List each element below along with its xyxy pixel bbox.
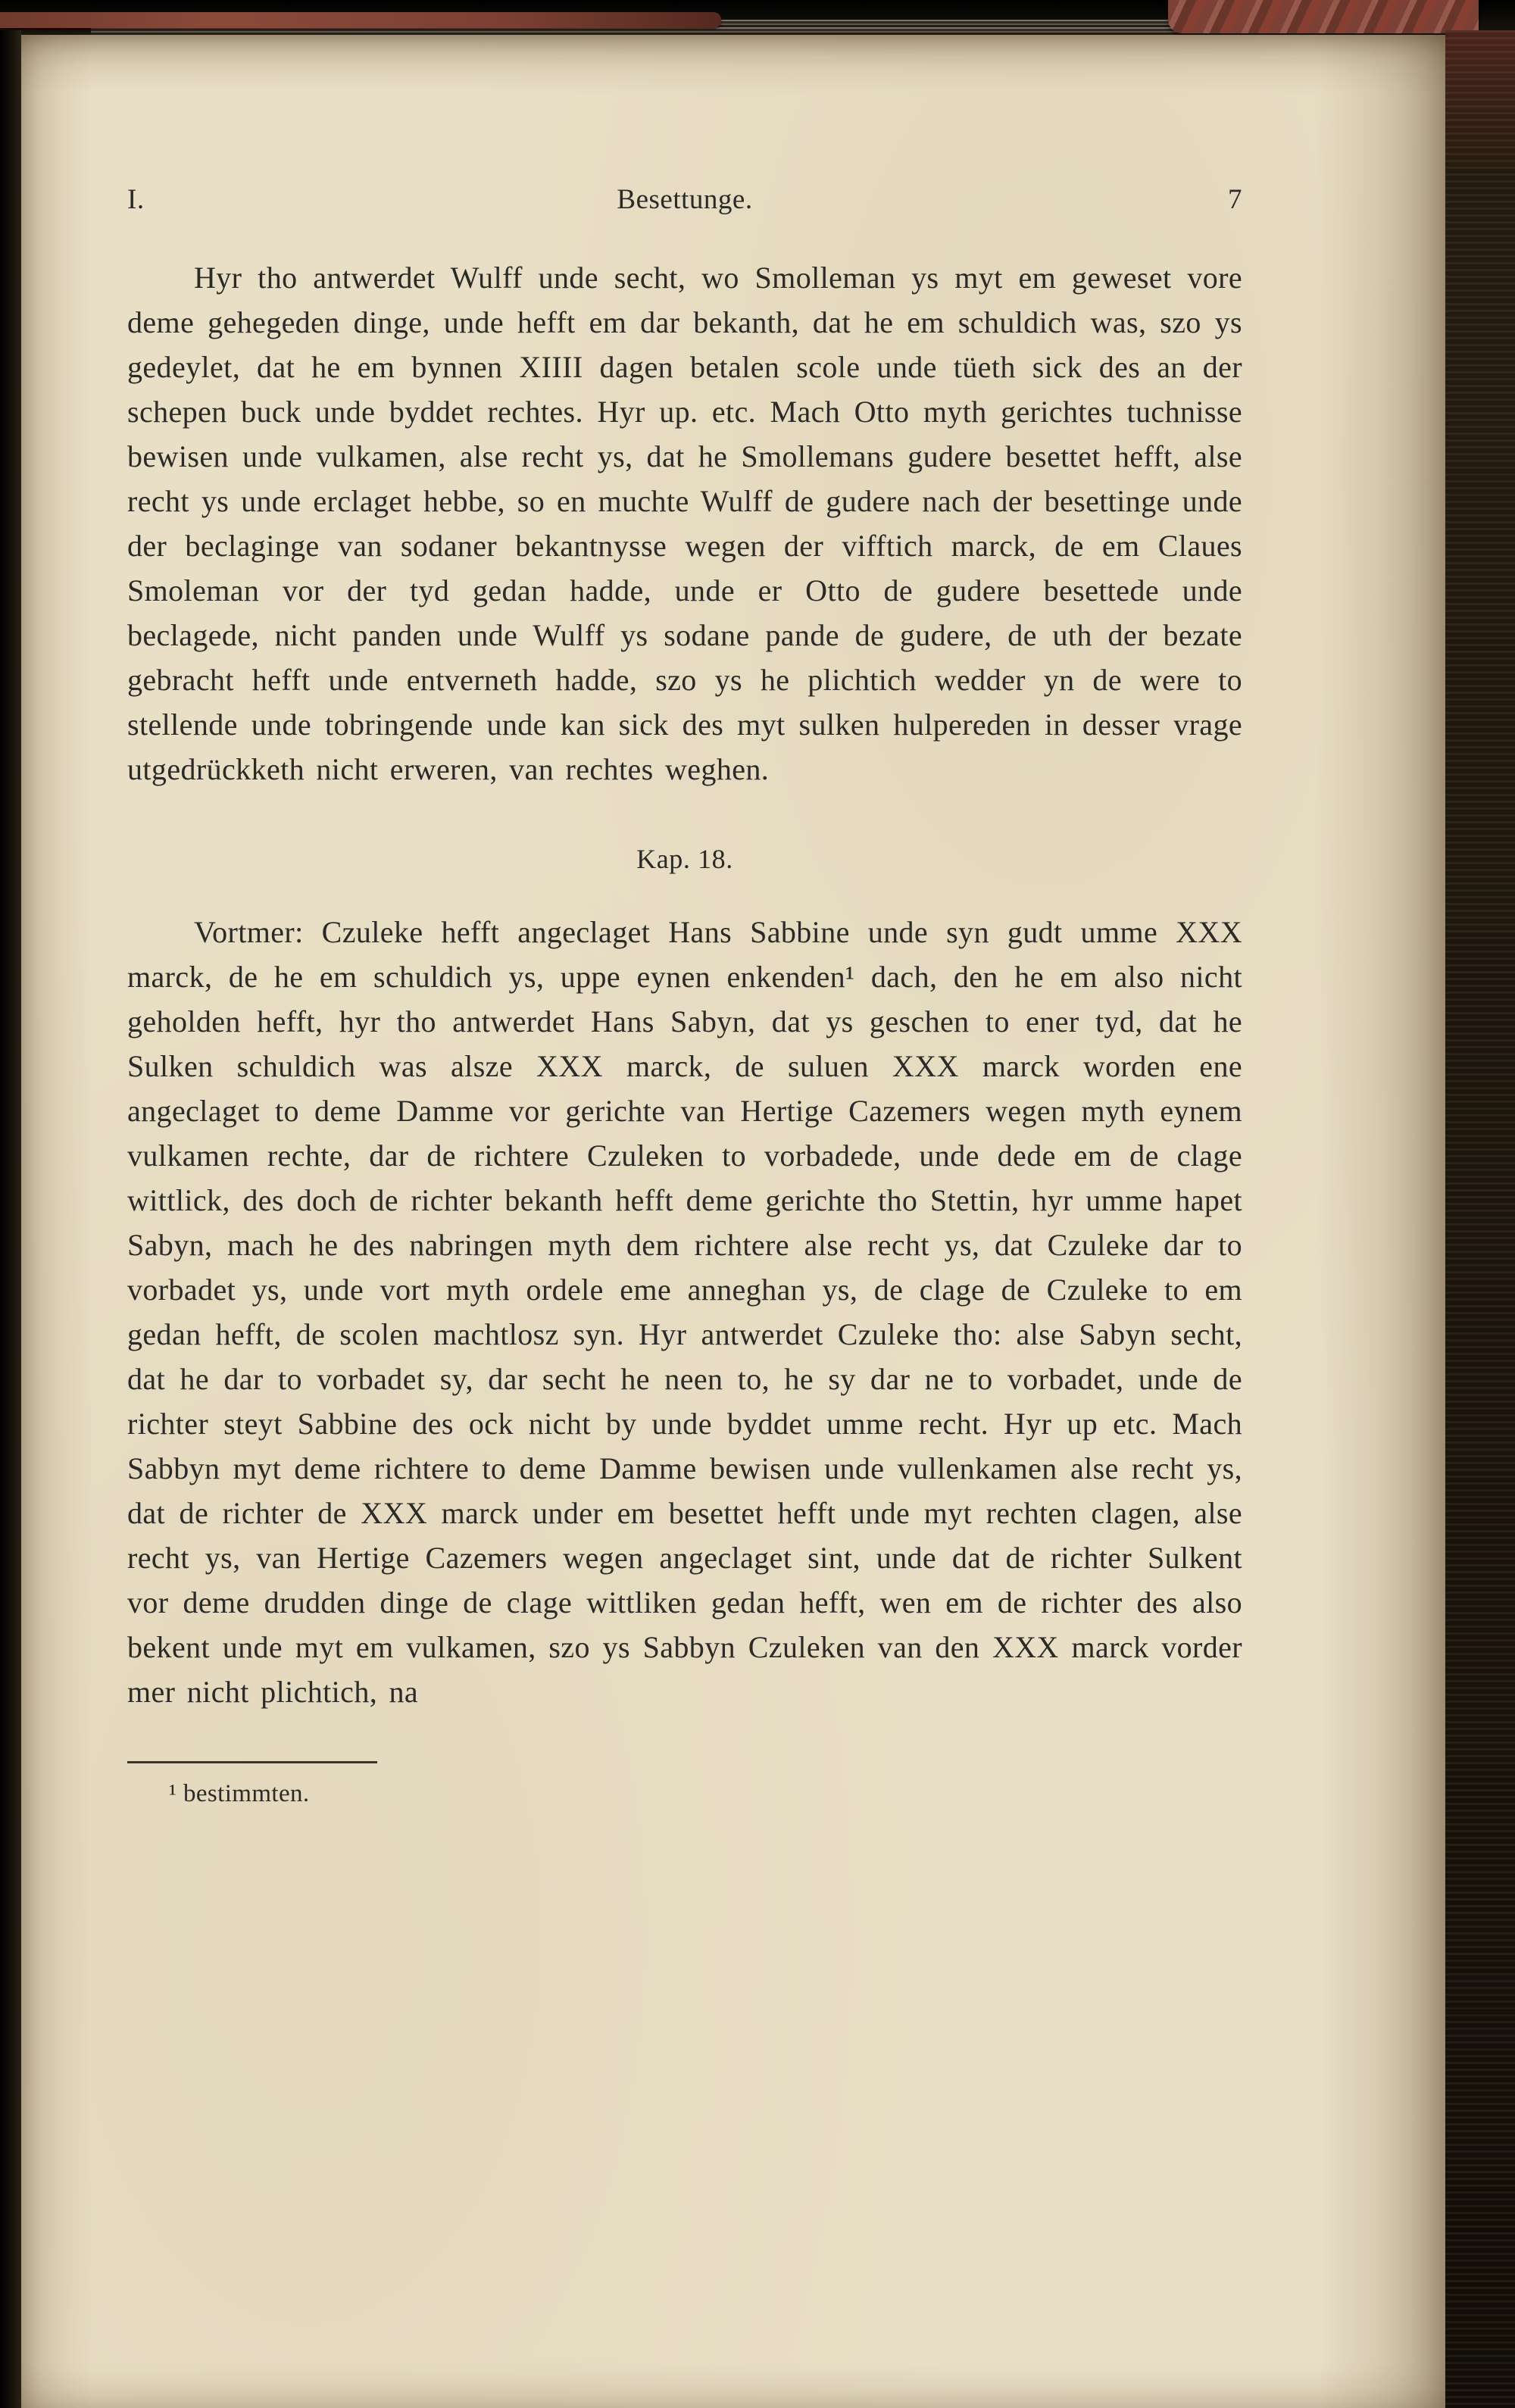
running-title: Besettunge. (617, 184, 753, 215)
chapter-numeral: I. (127, 184, 145, 215)
cover-edge-strip (0, 12, 721, 28)
page-number: 7 (1228, 184, 1242, 215)
footnote: ¹ bestimmten. (169, 1780, 310, 1807)
page-header (127, 183, 1242, 216)
paragraph-2: Vortmer: Czuleke hefft angeclaget Hans Sabbine unde syn gudt umme XXX marck, de he em schuldich ys, uppe eynen enkenden¹ dach, den he em also nicht geholden hefft, hyr tho antwerdet Hans Sabyn, dat ys geschen to ener tyd, dat he Sulken schuldich was alsze XXX marck, de suluen XXX marck worden ene angeclaget to deme Damme vor gerichte van Hertige Cazemers wegen myth eynem vulkamen rechte, dar de richtere Czuleken to vorbadede, unde dede em de clage wittlick, des doch de richter bekanth hefft deme gerichte tho Stettin, hyr umme hapet Sabyn, mach he des nabringen myth dem richtere alse recht ys, dat Czuleke dar to vorbadet ys, unde vort myth ordele eme anneghan ys, de clage de Czuleke to em gedan hefft, de scolen machtlosz syn. Hyr antwerdet Czuleke tho: alse Sabyn secht, dat he dar to vorbadet sy, dar secht he neen to, he sy dar ne to vorbadet, unde de richter steyt Sabbine des ock nicht by unde byddet umme recht. Hyr up etc. Mach Sabbyn myt deme richtere to deme Damme bewisen unde vullenkamen alse recht ys, dat de richter de XXX marck under em besettet hefft unde myt rechten clagen, alse recht ys, van Hertige Cazemers wegen angeclaget sint, unde dat de richter Sulkent vor deme drudden dinge de clage wittliken gedan hefft, wen em de richter des also bekent unde myt em vulkamen, szo ys Sabbyn Czuleken van den XXX marck vorder mer nicht plichtich, na (127, 915, 1242, 1709)
book-right-edge (1445, 30, 1515, 2408)
book-left-edge (0, 30, 21, 2408)
footnote-rule (127, 1761, 377, 1763)
paragraph-1: Hyr tho antwerdet Wulff unde secht, wo Smolleman ys myt em geweset vore deme gehegeden dinge, unde hefft em dar bekanth, dat he em schuldich was, szo ys gedeylet, dat he em bynnen XIIII dagen betalen scole unde tüeth sick des an der schepen buck unde byddet rechtes. Hyr up. etc. Mach Otto myth gerichtes tuchnisse bewisen unde vulkamen, alse recht ys, dat he Smollemans gudere besettet hefft, alse recht ys unde erclaget hebbe, so en muchte Wulff de gudere nach der besettinge unde der beclaginge van sodaner bekantnysse wegen der vifftich marck, de em Claues Smoleman vor der tyd gedan hadde, unde er Otto de gudere besettede unde beclagede, nicht panden unde Wulff ys sodane pande de gudere, de uth der bezate gebracht hefft unde entverneth hadde, szo ys he plichtich wedder yn de were to stellende unde tobringende unde kan sick des myt sulken hulpereden in desser vrage utgedrückketh nicht erweren, van rechtes weghen. (127, 261, 1242, 786)
book-page (21, 35, 1445, 2408)
cover-corner-marbled (1168, 0, 1479, 33)
section-heading: Kap. 18. (636, 844, 733, 874)
